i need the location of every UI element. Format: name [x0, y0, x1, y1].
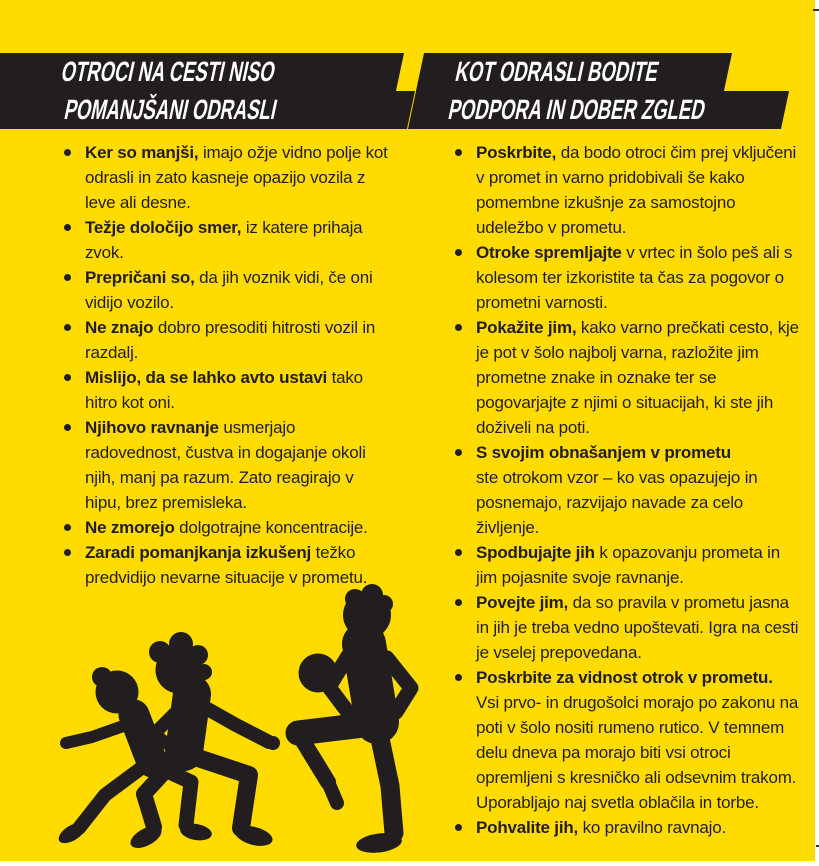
bullet-icon [455, 674, 462, 681]
list-item: Otroke spremljajte v vrtec in šolo peš ali s kolesom ter izkoristite ta čas za pogovor o prometni varnosti. [453, 240, 800, 315]
list-item: Povejte jim, da so pravila v prometu jasna in jih je treba vedno upoštevati. Igra na cesti je vselej prepovedana. [453, 590, 800, 665]
list-item: Prepričani so, da jih voznik vidi, če oni vidijo vozilo. [62, 265, 392, 315]
left-heading-box-line2 [0, 91, 415, 129]
left-column [62, 140, 392, 590]
right-column [453, 140, 800, 840]
left-heading-box-line1 [0, 53, 404, 91]
bullet-icon [64, 524, 71, 531]
list-item: Spodbujajte jih k opazovanju prometa in jim pojasnite svoje ravnanje. [453, 540, 800, 590]
right-bullet-list [453, 140, 800, 840]
bullet-icon [455, 549, 462, 556]
list-item: Njihovo ravnanje usmerjajo radovednost, čustva in dogajanje okoli njih, manj pa razum. Zato reagirajo v hipu, brez premisleka. [62, 415, 392, 515]
bullet-icon [64, 224, 71, 231]
list-item: Ne znajo dobro presoditi hitrosti vozil in razdalj. [62, 315, 392, 365]
left-heading-text-line1: OTROCI NA CESTI NISO [58, 56, 279, 87]
boy-juggling-ball-silhouette [298, 584, 411, 855]
list-item: Težje določijo smer, iz katere prihaja zvok. [62, 215, 392, 265]
bullet-icon [64, 274, 71, 281]
list-item: S svojim obnašanjem v prometu ste otrokom vzor – ko vas opazujejo in posnemajo, razvijajo navade za celo življenje. [453, 440, 800, 540]
bullet-icon [455, 249, 462, 256]
bullet-icon [64, 324, 71, 331]
list-item: Zaradi pomanjkanja izkušenj težko predvidijo nevarne situacije v prometu. [62, 540, 392, 590]
left-bullet-list [62, 140, 392, 590]
bullet-icon [64, 374, 71, 381]
children-playing-illustration [45, 582, 437, 861]
right-heading-box-line1 [416, 53, 732, 91]
bullet-icon [455, 324, 462, 331]
bullet-icon [455, 824, 462, 831]
left-heading-text-line2: POMANJŠANI ODRASLI [61, 94, 280, 125]
right-heading-box-line2 [408, 91, 789, 129]
list-item: Pokažite jim, kako varno prečkati cesto, kje je pot v šolo najbolj varna, razložite jim prometne znake in oznake ter se pogovarjajte z njimi o situacijah, ki ste jih doživeli na poti. [453, 315, 800, 440]
list-item: Ker so manjši, imajo ožje vidno polje kot odrasli in zato kasneje opazijo vozila z leve ali desne. [62, 140, 392, 215]
crop-mark [813, 9, 819, 11]
list-item: Poskrbite, da bodo otroci čim prej vključeni v promet in varno pridobivali še kako pomembne izkušnje za samostojno udeležbo v prometu. [453, 140, 800, 240]
list-item: Pohvalite jih, ko pravilno ravnajo. [453, 815, 800, 840]
bullet-icon [64, 549, 71, 556]
list-item: Mislijo, da se lahko avto ustavi tako hitro kot oni. [62, 365, 392, 415]
bullet-icon [455, 149, 462, 156]
list-item: Poskrbite za vidnost otrok v prometu. Vsi prvo- in drugošolci morajo po zakonu na poti v šolo nositi rumeno rutico. V temnem delu dneva pa morajo biti vsi otroci opremljeni s kresničko ali odsevnim trakom. Uporabljajo naj svetla oblačila in torbe. [453, 665, 800, 815]
bullet-icon [455, 599, 462, 606]
list-item: Ne zmorejo dolgotrajne koncentracije. [62, 515, 392, 540]
right-heading-text-line1: KOT ODRASLI BODITE [452, 56, 662, 87]
bullet-icon [455, 449, 462, 456]
bullet-icon [64, 149, 71, 156]
bullet-icon [64, 424, 71, 431]
right-heading-text-line2: PODPORA IN DOBER ZGLED [445, 94, 709, 125]
